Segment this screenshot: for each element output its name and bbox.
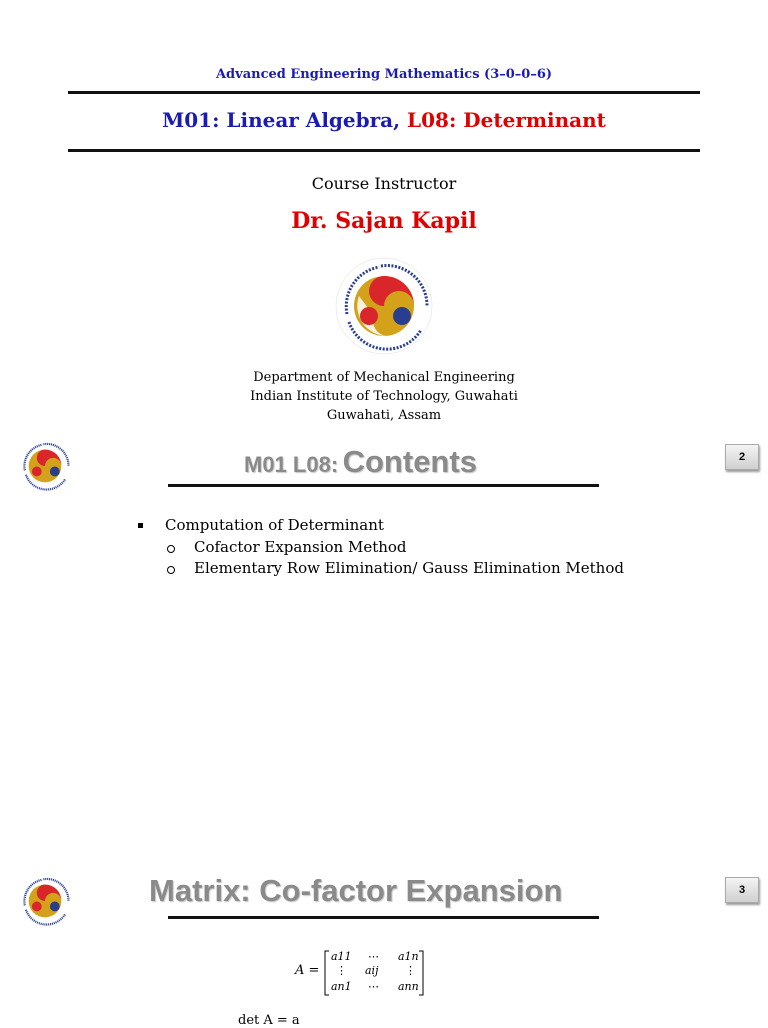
page-number-badge: 3 <box>725 877 759 903</box>
cofactor-heading-rule <box>168 916 599 919</box>
list-item <box>138 558 624 580</box>
list-item-text: Computation of Determinant <box>165 516 384 534</box>
title-top-rule <box>68 91 700 94</box>
department-line-1: Department of Mechanical Engineering <box>253 370 515 385</box>
matrix-cell: ⋯ <box>368 950 379 963</box>
iitg-logo-main <box>329 254 439 358</box>
department-line-3: Guwahati, Assam <box>326 408 442 423</box>
matrix-cell: an1 <box>331 980 352 993</box>
contents-heading-main: Contents <box>342 444 477 479</box>
matrix-cell: ⋮ <box>336 964 347 977</box>
matrix-display <box>322 950 426 996</box>
matrix-cell: ⋮ <box>405 964 416 977</box>
iitg-emblem-icon <box>15 872 75 930</box>
contents-list <box>138 515 624 580</box>
list-item <box>138 537 624 559</box>
iitg-emblem-icon <box>15 437 75 495</box>
matrix-cell: a1n <box>398 950 419 963</box>
list-item-text: Elementary Row Elimination/ Gauss Elimination Method <box>194 559 624 577</box>
lecture-label: L08: Determinant <box>407 108 606 132</box>
contents-heading-prefix: M01 L08: <box>244 452 339 477</box>
contents-heading <box>244 444 477 480</box>
cofactor-heading: Matrix: Co-factor Expansion <box>149 873 563 908</box>
module-title <box>0 108 768 132</box>
instructor-name: Dr. Sajan Kapil <box>291 208 477 234</box>
iitg-emblem-icon <box>329 254 439 358</box>
matrix-cell: ann <box>398 980 419 993</box>
iitg-logo-slide3 <box>15 872 75 930</box>
module-label: M01: Linear Algebra <box>162 108 394 132</box>
title-bottom-rule <box>68 149 700 152</box>
list-item <box>138 515 624 537</box>
department-line-2: Indian Institute of Technology, Guwahati <box>250 389 518 404</box>
matrix-cell: aij <box>365 964 379 977</box>
matrix-cell: a11 <box>331 950 352 963</box>
title-separator: , <box>393 108 408 132</box>
list-item-text: Cofactor Expansion Method <box>194 537 407 556</box>
course-title: Advanced Engineering Mathematics (3–0–0–6) <box>215 67 553 82</box>
matrix-lhs: A = <box>295 963 320 978</box>
circle-bullet-icon <box>167 545 175 553</box>
page-number-badge: 2 <box>725 444 759 470</box>
instructor-role: Course Instructor <box>311 174 457 193</box>
square-bullet-icon <box>138 523 143 528</box>
determinant-expression-partial: det A = a <box>238 1013 300 1028</box>
matrix-cell: ⋯ <box>368 980 379 993</box>
iitg-logo-slide2 <box>15 437 75 495</box>
department-block <box>0 368 768 425</box>
circle-bullet-icon <box>167 566 175 574</box>
contents-heading-rule <box>168 484 599 487</box>
